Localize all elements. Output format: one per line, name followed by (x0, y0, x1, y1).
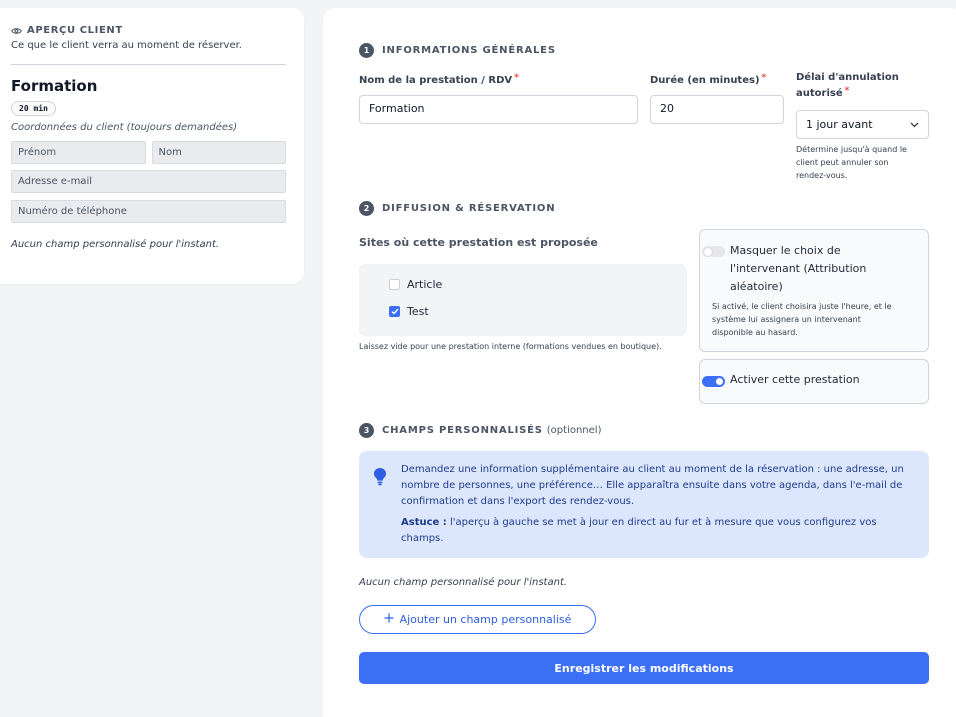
required-mark: * (514, 73, 519, 83)
section-number-badge: 3 (359, 423, 374, 438)
no-custom-fields-text: Aucun champ personnalisé pour l'instant. (359, 577, 568, 588)
lightbulb-icon (373, 467, 387, 490)
cancel-delay-label: Délai d'annulation autorisé * (796, 72, 899, 99)
name-fields-row (11, 141, 286, 164)
divider (11, 64, 286, 65)
section-number-badge: 2 (359, 201, 374, 216)
section-number-badge: 1 (359, 43, 374, 58)
duration-badge: 20 min (11, 101, 56, 116)
chevron-down-icon (910, 118, 919, 131)
random-assignment-card (699, 229, 929, 352)
random-assignment-toggle[interactable] (702, 246, 725, 257)
checkbox[interactable] (389, 279, 400, 290)
site-option-test[interactable] (389, 305, 429, 318)
custom-fields-info-box (359, 451, 929, 558)
cancel-delay-select[interactable]: 1 jour avant (796, 110, 929, 139)
site-option-article[interactable] (389, 278, 442, 291)
service-name-input[interactable]: Formation (359, 95, 638, 124)
client-preview-card (0, 8, 304, 284)
preview-subtitle: Ce que le client verra au moment de réserver. (11, 40, 242, 51)
site-label: Test (407, 305, 429, 318)
section-general-title: INFORMATIONS GÉNÉRALES (382, 45, 556, 56)
preview-heading: APERÇU CLIENT (27, 25, 123, 36)
check-icon (391, 308, 399, 315)
optional-note: (optionnel) (546, 425, 602, 436)
required-mark: * (844, 86, 850, 96)
random-assignment-hint: Si activé, le client choisira juste l'heure, et le système lui assignera un intervenant disponible au hasard. (712, 302, 892, 337)
contact-note: Coordonnées du client (toujours demandées) (11, 122, 238, 133)
save-button[interactable]: Enregistrer les modifications (359, 652, 929, 684)
section-custom-fields-title: CHAMPS PERSONNALISÉS (382, 425, 543, 436)
preview-no-custom-fields: Aucun champ personnalisé pour l'instant. (11, 239, 220, 250)
duration-label: Durée (en minutes) * (650, 73, 767, 86)
add-custom-field-label: Ajouter un champ personnalisé (399, 613, 572, 626)
duration-input[interactable]: 20 (650, 95, 784, 124)
custom-fields-info-text: Demandez une information supplémentaire au client au moment de la réservation : une adresse, un nombre de personnes, une préférence… Elle apparaîtra ensuite dans votre agenda, dans l'e-mail de confirmation et dans l'export des rendez-vous. Astuce : l'aperçu à gauche se met à jour en direct au fur et à mesure que vous configurez vos champs. (401, 464, 904, 544)
sites-hint: Laissez vide pour une prestation interne (formations vendues en boutique). (359, 342, 662, 351)
eye-icon (11, 27, 22, 35)
section-diffusion-title: DIFFUSION & RÉSERVATION (382, 203, 556, 214)
activate-service-card (699, 359, 929, 404)
checkbox-checked[interactable] (389, 306, 400, 317)
site-label: Article (407, 278, 443, 291)
preview-email-field: Adresse e-mail (11, 170, 286, 193)
cancel-delay-hint: Détermine jusqu'à quand le client peut annuler son rendez-vous. (796, 145, 907, 180)
sites-title: Sites où cette prestation est proposée (359, 236, 598, 249)
preview-phone-field: Numéro de téléphone (11, 200, 286, 223)
activate-service-label: Activer cette prestation (730, 373, 860, 386)
random-assignment-label: Masquer le choix de l'intervenant (Attribution aléatoire) (730, 244, 867, 293)
tip-label: Astuce : (401, 517, 447, 528)
section-diffusion-header (359, 201, 555, 216)
service-form-panel (323, 8, 956, 717)
add-custom-field-button[interactable] (359, 605, 596, 634)
preview-service-name: Formation (11, 77, 98, 95)
section-general-header (359, 43, 556, 58)
preview-last-name-field: Nom (152, 141, 287, 164)
preview-header (11, 25, 286, 36)
activate-service-toggle[interactable] (702, 376, 725, 387)
required-mark: * (761, 73, 767, 83)
section-custom-fields-header (359, 423, 601, 438)
plus-icon (384, 613, 394, 626)
sites-list (359, 264, 687, 336)
preview-first-name-field: Prénom (11, 141, 146, 164)
service-name-label: Nom de la prestation / RDV * (359, 73, 519, 86)
